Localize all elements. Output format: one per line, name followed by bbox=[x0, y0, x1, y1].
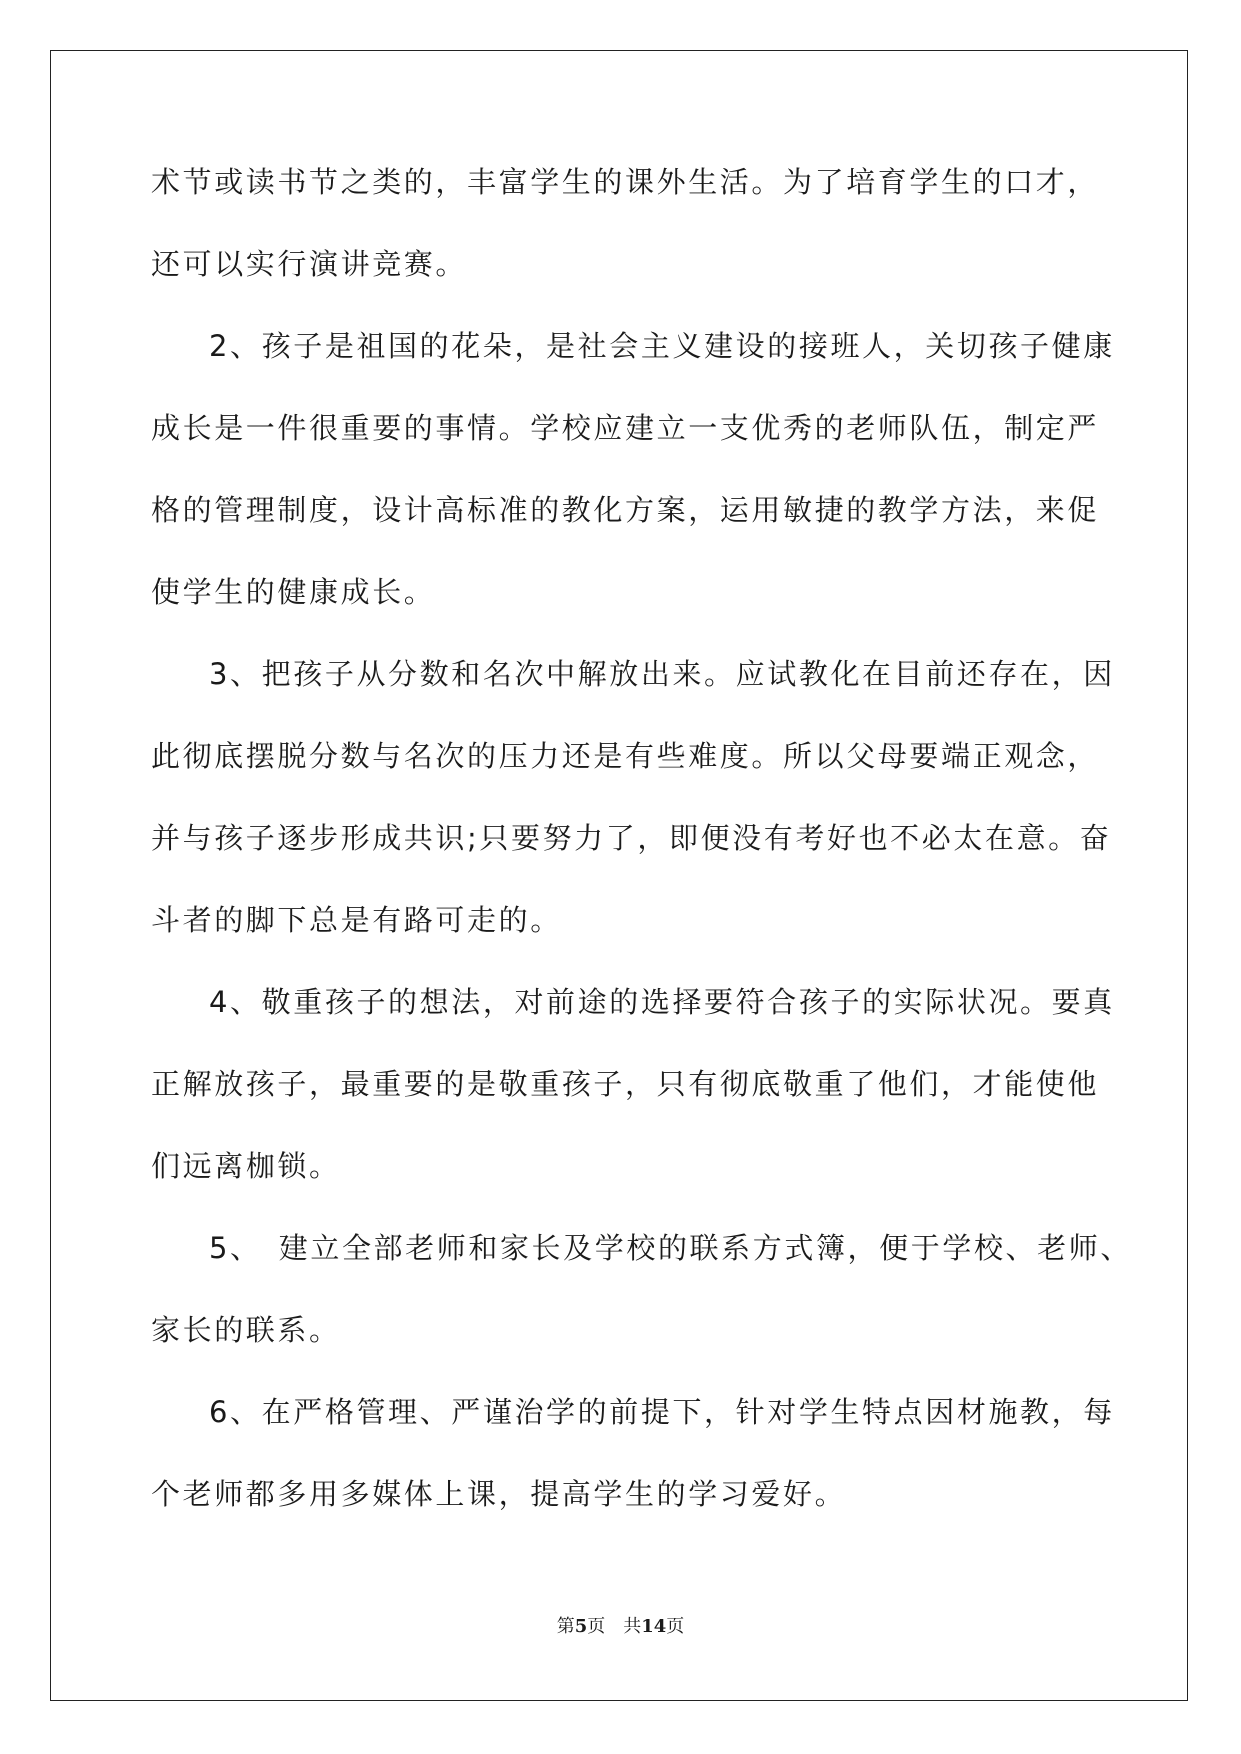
page-suffix: 页 bbox=[587, 1616, 606, 1637]
text-line: 成长是一件很重要的事情。学校应建立一支优秀的老师队伍，制定严 bbox=[151, 411, 1100, 445]
paragraph-start-line: 2、孩子是祖国的花朵，是社会主义建设的接班人，关切孩子健康 bbox=[209, 329, 1115, 363]
text-line: 正解放孩子，最重要的是敬重孩子，只有彻底敬重了他们，才能使他 bbox=[151, 1067, 1100, 1101]
text-line: 们远离枷锁。 bbox=[151, 1149, 341, 1183]
text-line: 个老师都多用多媒体上课，提高学生的学习爱好。 bbox=[151, 1477, 847, 1511]
paragraph-start-line: 5、 建立全部老师和家长及学校的联系方式簿，便于学校、老师、 bbox=[209, 1231, 1132, 1265]
page-footer bbox=[0, 1612, 1241, 1638]
text-line: 术节或读书节之类的，丰富学生的课外生活。为了培育学生的口才， bbox=[151, 165, 1100, 199]
total-suffix: 页 bbox=[666, 1616, 685, 1637]
text-line: 斗者的脚下总是有路可走的。 bbox=[151, 903, 562, 937]
text-line: 格的管理制度，设计高标准的教化方案，运用敏捷的教学方法，来促 bbox=[151, 493, 1100, 527]
page-prefix: 第 bbox=[556, 1616, 575, 1637]
text-line: 还可以实行演讲竞赛。 bbox=[151, 247, 468, 281]
total-pages: 14 bbox=[641, 1616, 667, 1637]
paragraph-start-line: 4、敬重孩子的想法，对前途的选择要符合孩子的实际状况。要真 bbox=[209, 985, 1115, 1019]
page-number: 5 bbox=[574, 1616, 588, 1637]
text-line: 家长的联系。 bbox=[151, 1313, 341, 1347]
text-line: 使学生的健康成长。 bbox=[151, 575, 436, 609]
text-line: 此彻底摆脱分数与名次的压力还是有些难度。所以父母要端正观念， bbox=[151, 739, 1100, 773]
paragraph-start-line: 3、把孩子从分数和名次中解放出来。应试教化在目前还存在，因 bbox=[209, 657, 1115, 691]
total-prefix: 共 bbox=[623, 1616, 642, 1637]
text-line: 并与孩子逐步形成共识;只要努力了，即便没有考好也不必太在意。奋 bbox=[151, 821, 1112, 855]
document-body bbox=[151, 162, 1132, 1556]
paragraph-start-line: 6、在严格管理、严谨治学的前提下，针对学生特点因材施教，每 bbox=[209, 1395, 1115, 1429]
